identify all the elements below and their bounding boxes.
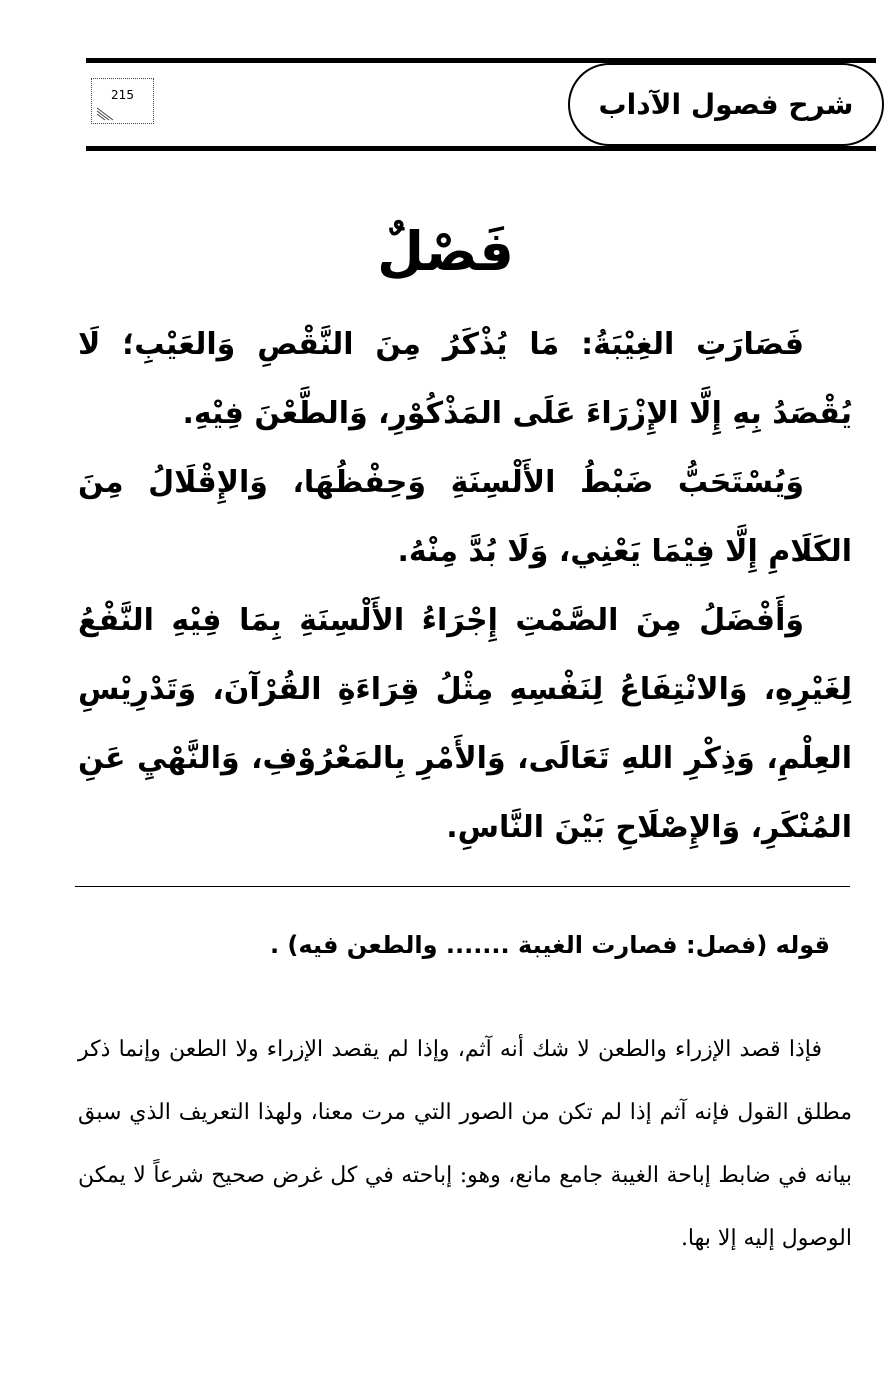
- section-divider: [75, 886, 850, 887]
- page-curl-icon: [96, 107, 114, 121]
- running-header-title: شرح فصول الآداب: [598, 88, 854, 121]
- commentary-text: [78, 1018, 852, 1270]
- main-text: [78, 310, 852, 862]
- page-number: 215: [111, 88, 134, 102]
- main-text-paragraph: وَأَفْضَلُ مِنَ الصَّمْتِ إِجْرَاءُ الأَلْسِنَةِ بِمَا فِيْهِ النَّفْعُ لِغَيْرِهِ، وَالانْتِفَاعُ لِنَفْسِهِ مِثْلُ قِرَاءَةِ القُرْآنَ، وَتَدْرِيْسِ العِلْمِ، وَذِكْرِ اللهِ تَعَالَى، وَالأَمْرِ بِالمَعْرُوْفِ، وَالنَّهْيِ عَنِ المُنْكَرِ، وَالإِصْلَاحِ بَيْنَ النَّاسِ.: [78, 603, 852, 845]
- page-number-box: [91, 78, 154, 124]
- commentary-paragraph: فإذا قصد الإزراء والطعن لا شك أنه آثم، وإذا لم يقصد الإزراء ولا الطعن وإنما ذكر مطلق القول فإنه آثم إذا لم تكن من الصور التي مرت معنا، ولهذا التعريف الذي سبق بيانه في ضابط إباحة الغيبة جامع مانع، وهو: إباحته في كل غرض صحيح شرعاً لا يمكن الوصول إليه إلا بها.: [78, 1037, 852, 1251]
- commentary-heading: قوله (فصل: فصارت الغيبة ....... والطعن فيه) .: [269, 931, 830, 959]
- chapter-heading: فَصْلٌ: [377, 220, 514, 283]
- main-text-paragraph: فَصَارَتِ الغِيْبَةُ: مَا يُذْكَرُ مِنَ النَّقْصِ وَالعَيْبِ؛ لَا يُقْصَدُ بِهِ إِلَّا الإِزْرَاءَ عَلَى المَذْكُوْرِ، وَالطَّعْنَ فِيْهِ.: [78, 327, 852, 431]
- main-text-paragraph: وَيُسْتَحَبُّ ضَبْطُ الأَلْسِنَةِ وَحِفْظُهَا، وَالإِقْلَالُ مِنَ الكَلَامِ إِلَّا فِيْمَا يَعْنِي، وَلَا بُدَّ مِنْهُ.: [78, 465, 852, 569]
- header-bottom-rule: [86, 146, 876, 151]
- running-header: [568, 63, 884, 146]
